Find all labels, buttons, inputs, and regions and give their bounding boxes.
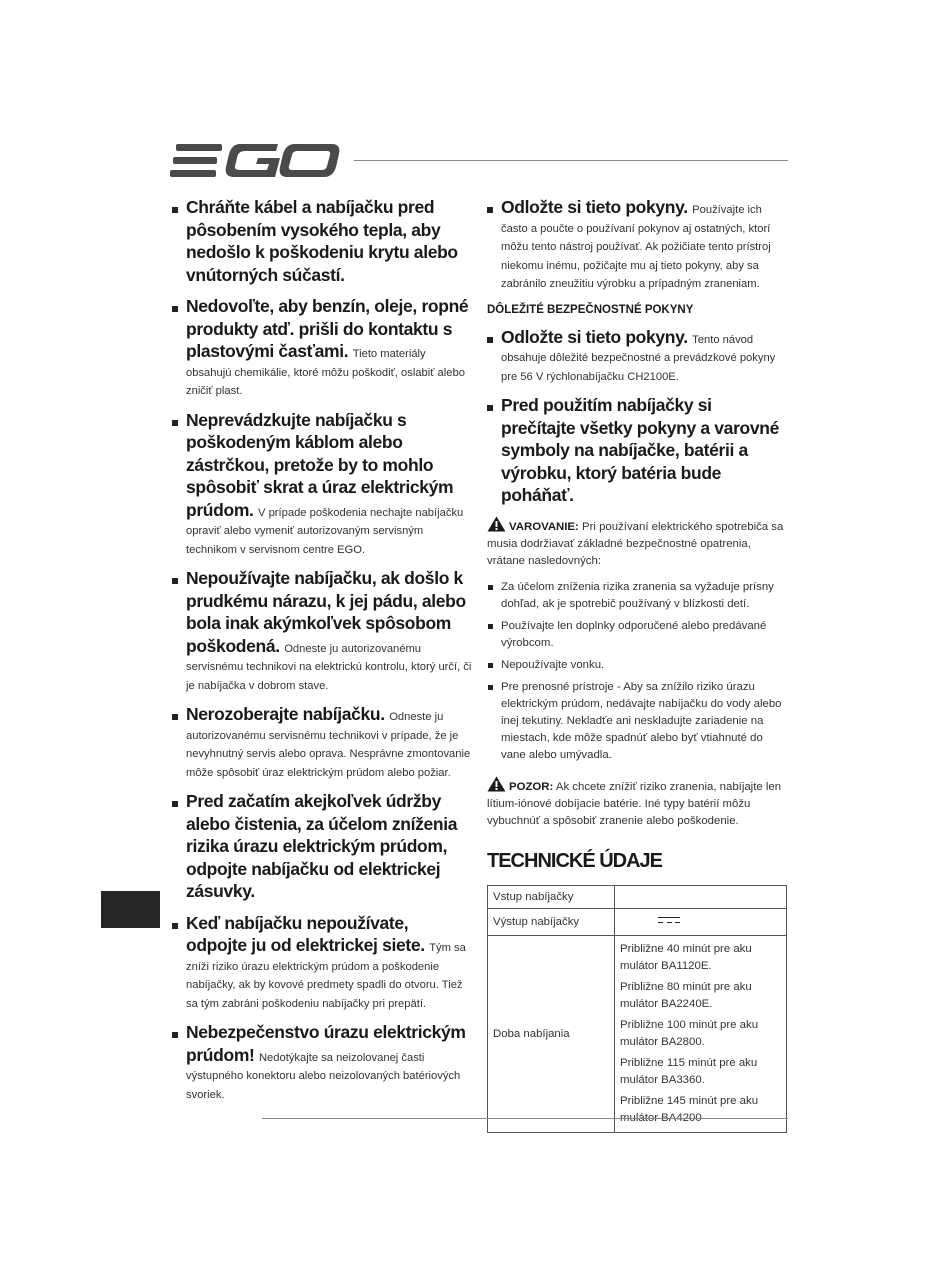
list-item <box>172 196 472 286</box>
section-heading: DÔLEŽITÉ BEZPEČNOSTNÉ POKYNY <box>487 303 694 316</box>
caution-text: Ak chcete znížiť riziko zranenia, nabíjajte len lítium-iónové dobíjacie batérie. Iné typy batérií môžu vybuchnúť a spôsobiť zranenie alebo poškodenie. <box>487 780 782 827</box>
warning-label: VAROVANIE: <box>509 520 579 533</box>
warning-triangle-icon <box>487 516 506 532</box>
charge-time: Približne 115 minút pre aku mulátor BA3360. <box>620 1056 758 1086</box>
item-heading: Keď nabíjačku nepoužívate, odpojte ju od elektrickej siete. <box>186 912 425 955</box>
list-item <box>172 567 472 694</box>
table-cell <box>615 935 787 1132</box>
warning-text: Pri používaní elektrického spotrebiča sa musia dodržiavať základné bezpečnostné opatrenia, vrátane nasledovných: <box>487 520 784 567</box>
footer-rule <box>262 1118 788 1119</box>
charge-time: Približne 145 minút pre aku mulátor BA4200 <box>620 1094 759 1124</box>
item-heading: Nepoužívajte nabíjačku, ak došlo k prudkému nárazu, k jej pádu, alebo bola inak akýmkoľvek spôsobom poškodená. <box>186 568 466 656</box>
item-heading: Neprevádzkujte nabíjačku s poškodeným káblom alebo zástrčkou, pretože by to mohlo spôsobiť skrat a úraz elektrickým prúdom. <box>186 409 454 520</box>
table-row <box>488 885 787 908</box>
list-item: Pre prenosné prístroje - Aby sa znížilo riziko úrazu elektrickým prúdom, nedávajte nabíjačku do vody alebo inej tekutiny. Nekladťe ani neskladujte zariadenie na miestach, kde môže spadnúť alebo byť vtiahnuté do vane alebo umývadla. <box>487 679 787 764</box>
item-heading: Pred začatím akejkoľvek údržby alebo čistenia, za účelom zníženia rizika úrazu elektrickým prúdom, odpojte nabíjačku od elektrickej zásuvky. <box>186 791 458 901</box>
tech-specs-title: TECHNICKÉ ÚDAJE <box>487 849 663 872</box>
spec-table <box>487 885 787 1133</box>
charge-time: Približne 80 minút pre aku mulátor BA2240E. <box>620 980 752 1010</box>
item-text: Odneste ju autorizovanému servisnému technikovi na elektrickú kontrolu, ktorý určí, či je nabíjačka v dobrom stave. <box>186 642 472 692</box>
table-row <box>488 908 787 935</box>
caution-paragraph <box>487 776 787 830</box>
item-heading: Nerozoberajte nabíjačku. <box>186 704 385 724</box>
item-heading: Nebezpečenstvo úrazu elektrickým prúdom! <box>186 1022 466 1065</box>
item-heading: Odložte si tieto pokyny. <box>501 326 688 347</box>
right-column <box>487 196 787 1133</box>
item-text: Tým sa zníži riziko úrazu elektrickým prúdom a poškodenie nabíjačky, ak by kovové predmety spadli do otvoru. Tiež sa tým zabráni poškodeniu nabíjačky pri prepätí. <box>186 942 466 1010</box>
item-heading: Odložte si tieto pokyny. <box>501 197 688 217</box>
item-heading: Pred použitím nabíjačky si prečítajte všetky pokyny a varovné symboly na nabíjačke, batérii a výrobku, ktorý batéria bude poháňať. <box>501 395 779 505</box>
item-text: Používajte ich často a poučte o používaní pokynov aj ostatných, ktorí môžu tento nástroj používať. Ak požičiate tento prístroj niekomu inému, požičajte mu aj tieto pokyny, aby sa zabránilo zneužitiu výrobku a prípadným zraneniam. <box>501 204 771 290</box>
list-item <box>172 703 472 781</box>
list-item: Za účelom zníženia rizika zranenia sa vyžaduje prísny dohľad, ak je spotrebič používaný v blízkosti detí. <box>487 579 787 613</box>
table-cell <box>615 908 787 935</box>
list-item <box>172 790 472 903</box>
language-tab <box>101 891 160 928</box>
caution-label: POZOR: <box>509 780 554 793</box>
item-heading: Chráňte kábel a nabíjačku pred pôsobením vysokého tepla, aby nedošlo k poškodeniu krytu alebo vnútorných súčastí. <box>186 197 458 285</box>
left-column <box>172 196 472 1112</box>
list-item <box>172 295 472 400</box>
ego-logo <box>170 140 340 182</box>
charge-time: Približne 40 minút pre aku mulátor BA1120E. <box>620 942 752 972</box>
item-text: V prípade poškodenia nechajte nabíjačku opraviť alebo vymeniť autorizovaným servisným technikom v servisnom centre EGO. <box>186 506 464 556</box>
list-item <box>487 394 787 507</box>
warning-triangle-icon <box>487 776 506 792</box>
table-cell <box>615 885 787 908</box>
list-item <box>172 409 472 559</box>
list-item: Nepoužívajte vonku. <box>487 657 787 674</box>
table-cell: Výstup nabíjačky <box>488 908 615 935</box>
dc-symbol-icon <box>658 917 680 925</box>
list-item: Používajte len doplnky odporučené alebo predávané výrobcom. <box>487 618 787 652</box>
item-text: Tento návod obsahuje dôležité bezpečnostné a prevádzkové pokyny pre 56 V rýchlonabíjačku CH2100E. <box>501 333 776 383</box>
list-item <box>487 326 787 386</box>
item-text: Odneste ju autorizovanému servisnému technikovi v prípade, že je nevyhnutný servis alebo oprava. Nesprávne zmontovanie môže spôsobiť úraz elektrickým prúdom alebo požiar. <box>186 711 471 779</box>
table-row <box>488 935 787 1132</box>
warning-paragraph <box>487 516 787 570</box>
charge-time: Približne 100 minút pre aku mulátor BA2800. <box>620 1018 759 1048</box>
item-text: Nedotýkajte sa neizolovanej časti výstupného konektoru alebo neizolovaných batériových svoriek. <box>186 1051 461 1101</box>
item-text: Tieto materiály obsahujú chemikálie, ktoré môžu poškodiť, oslabiť alebo zničiť plast. <box>186 348 465 397</box>
list-item <box>172 912 472 1013</box>
item-heading: Nedovoľte, aby benzín, oleje, ropné produkty atď. prišli do kontaktu s plastovými časťami. <box>186 296 469 361</box>
list-item <box>172 1021 472 1103</box>
table-cell: Vstup nabíjačky <box>488 885 615 908</box>
header-rule <box>354 160 788 161</box>
list-item <box>487 196 787 293</box>
table-cell: Doba nabíjania <box>488 935 615 1132</box>
